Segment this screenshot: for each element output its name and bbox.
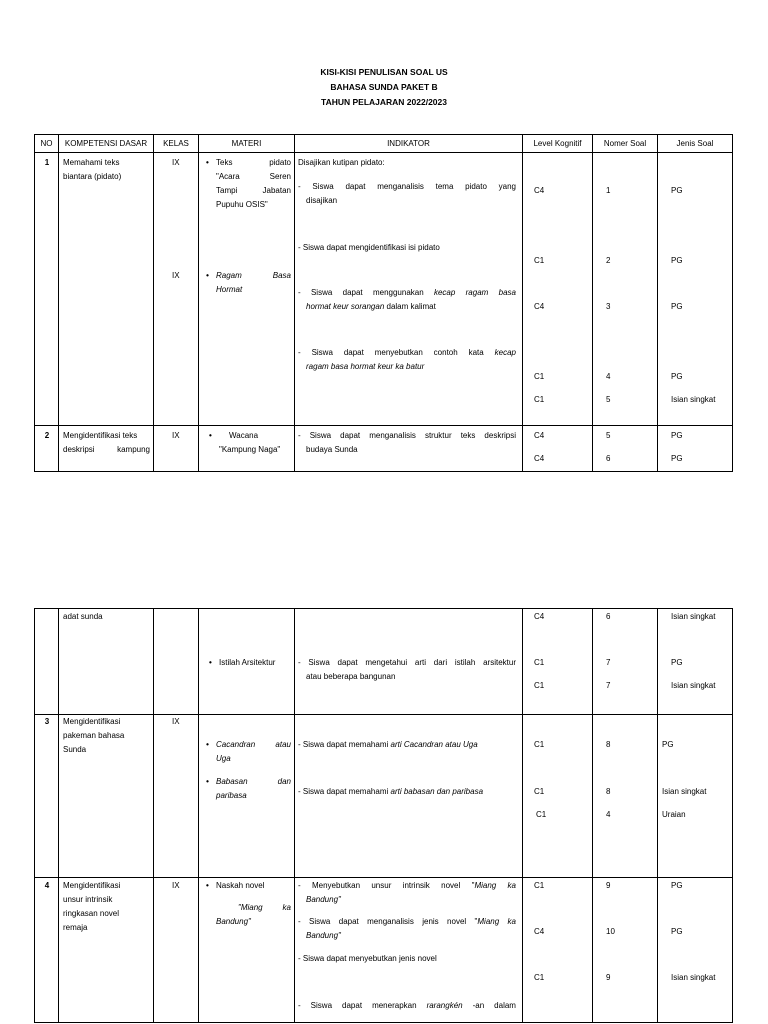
cell-kelas: IX (154, 715, 199, 878)
col-header-nomer: Nomer Soal (593, 135, 658, 153)
materi-item: • Naskah novel (216, 879, 264, 893)
cell-kompetensi: Mengidentifikasi teks deskripsi kampung (59, 426, 154, 472)
cell-jenis: PG PG Isian singkat (658, 878, 733, 1023)
doc-subject: BAHASA SUNDA PAKET B (330, 82, 438, 92)
doc-title: KISI-KISI PENULISAN SOAL US (320, 67, 448, 77)
cell-nomer: 9 10 9 (593, 878, 658, 1023)
cell-no: 3 (35, 715, 59, 878)
table-row (35, 153, 733, 426)
materi-item: • Ragam Basa Hormat (216, 269, 291, 297)
cell-kelas: IX (154, 426, 199, 472)
cell-kompetensi: adat sunda (59, 609, 154, 715)
col-header-no: NO (35, 135, 59, 153)
materi-item: • Teks pidato "Acara Seren Tampi Jabatan Pupuhu OSIS" (216, 156, 291, 212)
cell-kompetensi: Mengidentifikasi pakeman bahasa Sunda (59, 715, 154, 878)
cell-jenis: PG Isian singkat Uraian (658, 715, 733, 878)
cell-kompetensi: Mengidentifikasi unsur intrinsik ringkasan novel remaja (59, 878, 154, 1023)
indikator-item: - Siswa dapat menggunakan kecap ragam basa hormat keur sorangan dalam kalimat (298, 288, 516, 311)
indikator-item: - Siswa dapat memahami arti babasan dan paribasa (298, 787, 484, 796)
materi-item: • Cacandran atau Uga (216, 738, 291, 766)
cell-nomer: 6 7 7 (593, 609, 658, 715)
cell-materi (199, 609, 295, 715)
cell-no: 2 (35, 426, 59, 472)
cell-materi: • Naskah novel "Miang ka Bandung" (199, 878, 295, 1023)
cell-indikator (295, 426, 523, 472)
cell-no: 4 (35, 878, 59, 1023)
cell-nomer: 8 8 4 (593, 715, 658, 878)
doc-year: TAHUN PELAJARAN 2022/2023 (321, 97, 447, 107)
indikator-item: - Menyebutkan unsur intrinsik novel "Miang ka Bandung" (298, 881, 517, 904)
indikator-item: - Siswa dapat menerapkan rarangkén -an dalam (298, 1001, 516, 1010)
indikator-item: - Siswa dapat mengidentifikasi isi pidato (298, 243, 440, 252)
cell-level: C1 C4 C1 (523, 878, 593, 1023)
cell-nomer: 5 6 (593, 426, 658, 472)
materi-item: • Babasan dan paribasa (216, 775, 291, 803)
cell-kompetensi: Memahami teks biantara (pidato) (59, 153, 154, 426)
indikator-item: - Siswa dapat menyebutkan contoh kata kecap ragam basa hormat keur ka batur (298, 348, 516, 371)
cell-no (35, 609, 59, 715)
indikator-item: - Siswa dapat menyebutkan jenis novel (298, 954, 437, 963)
materi-item: • Istilah Arsitektur (219, 656, 275, 670)
col-header-kelas: KELAS (154, 135, 199, 153)
cell-indikator (295, 609, 523, 715)
col-header-materi: MATERI (199, 135, 295, 153)
col-header-jenis: Jenis Soal (658, 135, 733, 153)
cell-level: C4 C1 C4 C1 C1 (523, 153, 593, 426)
col-header-indikator: INDIKATOR (295, 135, 523, 153)
cell-indikator (295, 715, 523, 878)
table-header-row (35, 135, 733, 153)
cell-indikator (295, 878, 523, 1023)
cell-kelas: IX IX (154, 153, 199, 426)
table-row (35, 878, 733, 1023)
indikator-item: - Siswa dapat menganalisis jenis novel "Miang ka Bandung" (298, 917, 517, 940)
cell-no: 1 (35, 153, 59, 426)
indikator-item: - Siswa dapat menganalisis struktur teks deskripsi budaya Sunda (298, 431, 516, 454)
cell-level: C1 C1 C1 (523, 715, 593, 878)
indikator-item: - Siswa dapat menganalisis tema pidato yang disajikan (298, 182, 516, 205)
materi-item: • Wacana "Kampung Naga" (219, 429, 291, 457)
cell-jenis: Isian singkat PG Isian singkat (658, 609, 733, 715)
cell-jenis: PG PG (658, 426, 733, 472)
table-row (35, 609, 733, 715)
cell-kelas: IX (154, 878, 199, 1023)
cell-level: C4 C4 (523, 426, 593, 472)
kisi-kisi-table-page1 (34, 134, 733, 472)
cell-level: C4 C1 C1 (523, 609, 593, 715)
table-row (35, 426, 733, 472)
table-row (35, 715, 733, 878)
cell-materi (199, 715, 295, 878)
cell-indikator: Disajikan kutipan pidato: - Siswa dapat menganalisis tema pidato yang disajikan - Siswa dapat mengidentifikasi isi pidato - Siswa dapat menggunakan kecap ragam basa hormat keur sorangan dalam kalimat - Siswa dapat menyebutkan contoh kata kecap ragam basa hormat keur ka batur (295, 153, 523, 426)
cell-materi (199, 426, 295, 472)
kisi-kisi-table-page2 (34, 608, 733, 1023)
indikator-item: - Siswa dapat memahami arti Cacandran atau Uga (298, 740, 478, 749)
cell-materi (199, 153, 295, 426)
cell-jenis: PG PG PG PG Isian singkat (658, 153, 733, 426)
cell-kelas (154, 609, 199, 715)
cell-nomer: 1 2 3 4 5 (593, 153, 658, 426)
col-header-level: Level Kognitif (523, 135, 593, 153)
indikator-item: - Siswa dapat mengetahui arti dari istilah arsitektur atau beberapa bangunan (298, 658, 516, 681)
col-header-kompetensi: KOMPETENSI DASAR (59, 135, 154, 153)
